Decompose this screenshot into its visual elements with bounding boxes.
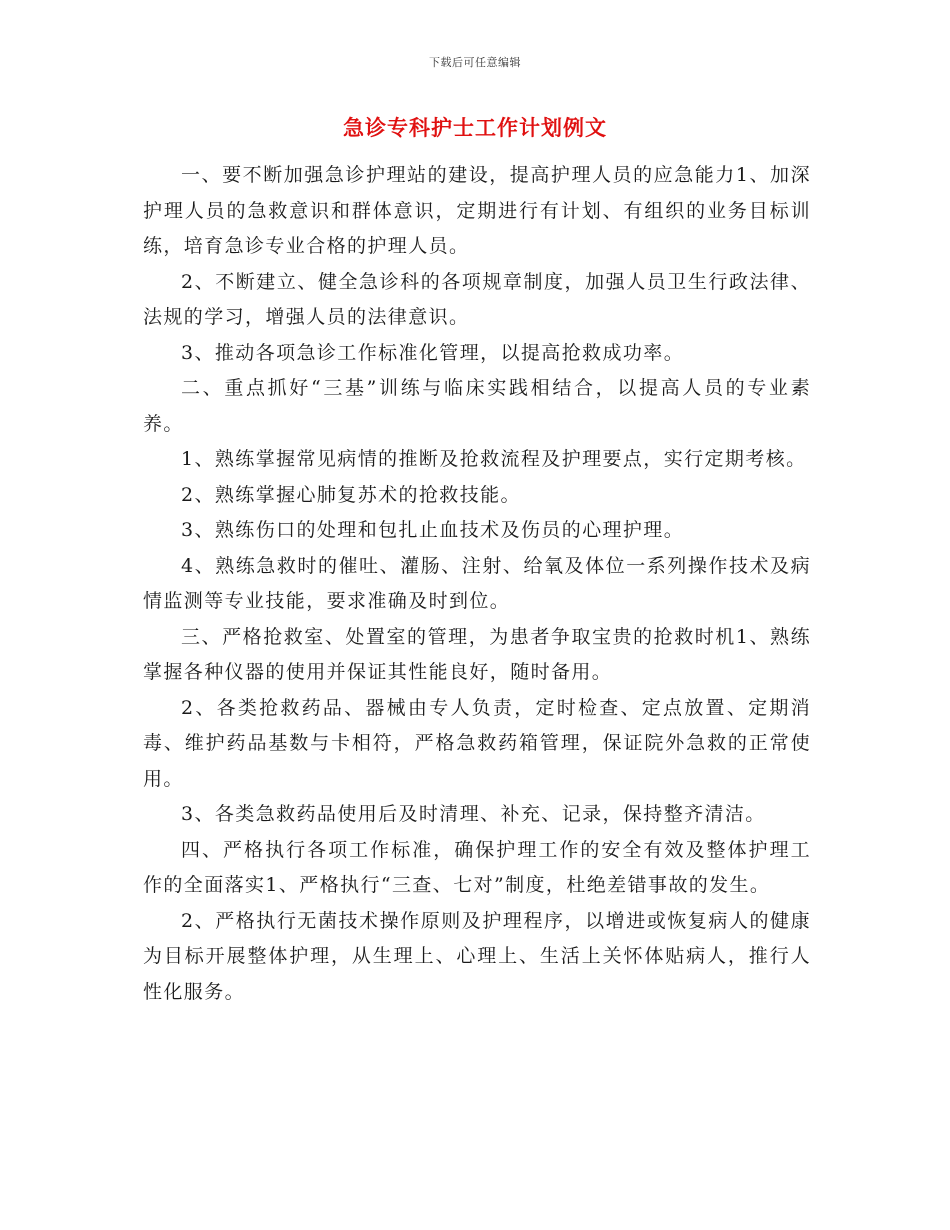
paragraph: 4、熟练急救时的催吐、灌肠、注射、给氧及体位一系列操作技术及病情监测等专业技能，要求准确及时到位。 <box>143 554 811 612</box>
paragraph: 3、熟练伤口的处理和包扎止血技术及伤员的心理护理。 <box>181 519 685 541</box>
header-note: 下载后可任意编辑 <box>429 56 521 69</box>
paragraph: 2、严格执行无菌技术操作原则及护理程序，以增进或恢复病人的健康为目标开展整体护理，从生理上、心理上、生活上关怀体贴病人，推行人性化服务。 <box>143 909 811 1003</box>
document-title: 急诊专科护士工作计划例文 <box>343 115 607 140</box>
paragraph: 三、严格抢救室、处置室的管理，为患者争取宝贵的抢救时机1、熟练掌握各种仪器的使用并保证其性能良好，随时备用。 <box>143 625 811 683</box>
paragraph: 3、各类急救药品使用后及时清理、补充、记录，保持整齐清洁。 <box>181 803 766 825</box>
paragraph: 四、严格执行各项工作标准，确保护理工作的安全有效及整体护理工作的全面落实1、严格执行“三查、七对”制度，杜绝差错事故的发生。 <box>143 838 811 896</box>
paragraph: 一、要不断加强急诊护理站的建设，提高护理人员的应急能力1、加深护理人员的急救意识和群体意识，定期进行有计划、有组织的业务目标训练，培育急诊专业合格的护理人员。 <box>143 164 811 257</box>
document-body <box>143 158 811 1010</box>
paragraph: 2、熟练掌握心肺复苏术的抢救技能。 <box>181 483 521 506</box>
paragraph: 2、各类抢救药品、器械由专人负责，定时检查、定点放置、定期消毒、维护药品基数与卡相符，严格急救药箱管理，保证院外急救的正常使用。 <box>143 696 811 790</box>
paragraph: 二、重点抓好“三基”训练与临床实践相结合，以提高人员的专业素养。 <box>143 377 811 435</box>
paragraph: 3、推动各项急诊工作标准化管理，以提高抢救成功率。 <box>181 341 685 364</box>
paragraph: 1、熟练掌握常见病情的推断及抢救流程及护理要点，实行定期考核。 <box>181 448 807 470</box>
paragraph: 2、不断建立、健全急诊科的各项规章制度，加强人员卫生行政法律、法规的学习，增强人员的法律意识。 <box>143 270 811 328</box>
